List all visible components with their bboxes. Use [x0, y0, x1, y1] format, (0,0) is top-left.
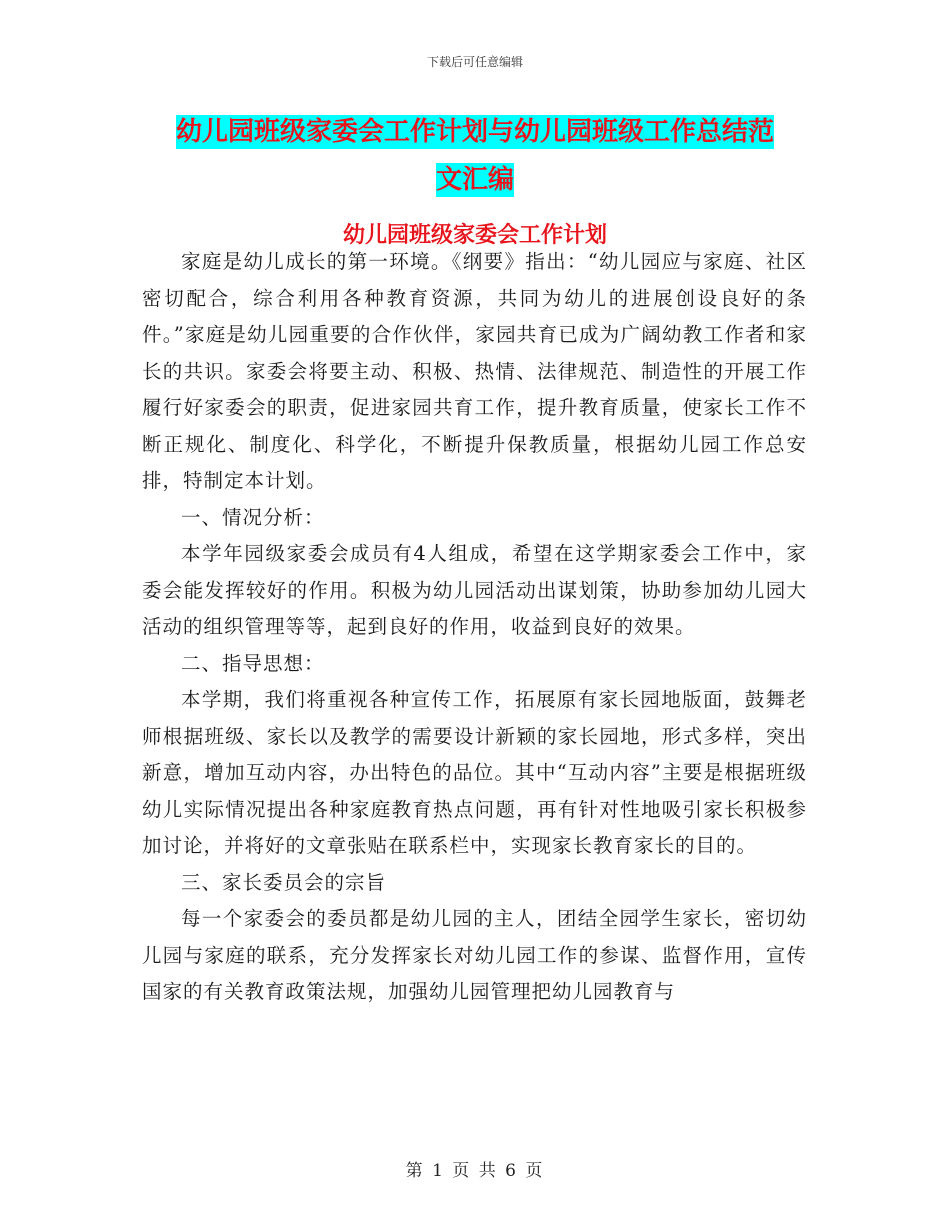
page-number: 第 1 页 共 6 页: [405, 1161, 545, 1181]
page-header-note: 下载后可任意编辑: [426, 55, 523, 69]
paragraph: 每一个家委会的委员都是幼儿园的主人，团结全园学生家长，密切幼儿园与家庭的联系，充分发挥家长对幼儿园工作的参谋、监督作用，宣传国家的有关教育政策法规，加强幼儿园管理把幼儿园教育与: [142, 907, 807, 1003]
body-text: [142, 244, 807, 1011]
document-title-line-2: 文汇编: [435, 165, 514, 195]
document-title-line-1: 幼儿园班级家委会工作计划与幼儿园班级工作总结范: [175, 117, 774, 147]
paragraph-heading: 三、家长委员会的宗旨: [181, 870, 387, 894]
document-title: [140, 108, 810, 204]
paragraph: 家庭是幼儿成长的第一环境。《纲要》指出：“幼儿园应与家庭、社区密切配合，综合利用各种教育资源，共同为幼儿的进展创设良好的条件。”家庭是幼儿园重要的合作伙伴，家园共育已成为广阔幼教工作者和家长的共识。家委会将要主动、积极、热情、法律规范、制造性的开展工作履行好家委会的职责，促进家园共育工作，提升教育质量，使家长工作不断正规化、制度化、科学化，不断提升保教质量，根据幼儿园工作总安排，特制定本计划。: [142, 250, 807, 492]
paragraph: 本学期，我们将重视各种宣传工作，拓展原有家长园地版面，鼓舞老师根据班级、家长以及教学的需要设计新颖的家长园地，形式多样，突出新意，增加互动内容，办出特色的品位。其中“互动内容”主要是根据班级幼儿实际情况提出各种家庭教育热点问题，再有针对性地吸引家长积极参加讨论，并将好的文章张贴在联系栏中，实现家长教育家长的目的。: [142, 688, 807, 857]
section-title: 幼儿园班级家委会工作计划: [342, 223, 607, 248]
paragraph-heading: 二、指导思想：: [181, 651, 325, 675]
paragraph-heading: 一、情况分析：: [181, 505, 325, 529]
paragraph: 本学年园级家委会成员有4人组成，希望在这学期家委会工作中，家委会能发挥较好的作用。积极为幼儿园活动出谋划策，协助参加幼儿园大活动的组织管理等等，起到良好的作用，收益到良好的效果。: [142, 542, 807, 638]
